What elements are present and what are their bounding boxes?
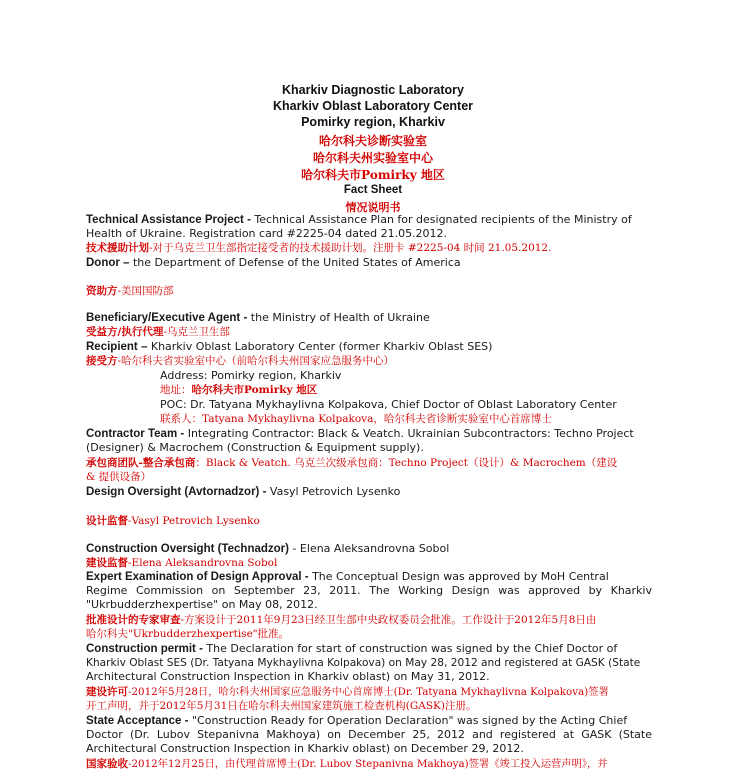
recipient-label: Recipient –: [86, 341, 148, 353]
expert-label: Expert Examination of Design Approval -: [86, 571, 309, 583]
header-center-name-cn: 哈尔科夫州实验室中心: [312, 151, 433, 165]
expert-line-2: [86, 584, 652, 598]
acceptance-text-2: Doctor (Dr. Lubov Stepanivna Makhoya) on December 25, 2012 and registered at GASK (State: [86, 728, 652, 741]
recipient-poc-cn: 联系人：Tatyana Mykhaylivna Kolpakova，哈尔科夫省诊断实验室中心首席博士: [160, 413, 552, 425]
acceptance-cn-line-1: [86, 757, 608, 771]
contractor-line-1: [86, 427, 634, 441]
contractor-cn-label: 承包商团队-整合承包商: [86, 457, 196, 469]
permit-cn-line-2: 开工声明，并于2012年5月31日在哈尔科夫州国家建筑施工检查机构(GASK)注册。: [86, 700, 477, 712]
design-oversight-cn-label: 设计监督: [86, 515, 128, 527]
acceptance-line-3: Architectural Construction Inspection in Kharkiv oblast) on December 29, 2012.: [86, 742, 524, 755]
design-oversight-text: Vasyl Petrovich Lysenko: [266, 485, 401, 498]
header-location: Pomirky region, Kharkiv: [301, 115, 445, 129]
donor-cn-label: 资助方: [86, 285, 118, 297]
acceptance-line-2: [86, 728, 652, 742]
contractor-line-2: (Designer) & Macrochem (Construction & Equipment supply).: [86, 441, 424, 454]
expert-line-1: [86, 570, 609, 584]
beneficiary-cn-line: [86, 325, 230, 339]
acceptance-cn-text-1: -2012年12月25日，由代理首席博士(Dr. Lubov Stepanivna Makhoya)签署《竣工投入运营声明》，并: [128, 758, 608, 770]
design-oversight-label: Design Oversight (Avtornadzor) -: [86, 486, 267, 498]
permit-cn-text-1: -2012年5月28日，哈尔科夫州国家应急服务中心首席博士(Dr. Tatyana Mykhaylivna Kolpakova)签署: [128, 686, 609, 698]
donor-text: the Department of Defense of the United States of America: [129, 256, 461, 269]
permit-cn-label: 建设许可: [86, 686, 128, 698]
tap-text-1: Technical Assistance Plan for designated recipients of the Ministry of: [250, 213, 632, 226]
tap-label: Technical Assistance Project -: [86, 214, 251, 226]
contractor-cn-line-1: [86, 456, 617, 470]
construction-oversight-line: [86, 542, 449, 556]
construction-oversight-cn-text: -Elena Aleksandrovna Sobol: [128, 557, 278, 569]
beneficiary-cn-text: -乌克兰卫生部: [163, 326, 230, 338]
design-oversight-line: [86, 485, 400, 499]
construction-oversight-text: - Elena Aleksandrovna Sobol: [288, 542, 450, 555]
expert-text-1: The Conceptual Design was approved by MoH Central: [308, 570, 609, 583]
recipient-poc: POC: Dr. Tatyana Mykhaylivna Kolpakova, Chief Doctor of Oblast Laboratory Center: [160, 398, 617, 411]
tap-cn-line: [86, 241, 551, 255]
tap-cn-text: -对于乌克兰卫生部指定接受者的技术援助计划。注册卡 #2225-04 时间 21.05.2012.: [149, 242, 552, 254]
recipient-cn-line: [86, 354, 394, 368]
acceptance-line-1: [86, 714, 627, 728]
beneficiary-cn-label: 受益方/执行代理: [86, 326, 164, 338]
recipient-cn-text: -哈尔科夫省实验室中心（前哈尔科夫州国家应急服务中心）: [117, 355, 395, 367]
tap-line-2: Health of Ukraine. Registration card #2225-04 dated 21.05.2012.: [86, 227, 448, 240]
donor-line: [86, 256, 461, 270]
expert-line-3: "Ukrbudderzhexpertise" on May 08, 2012.: [86, 598, 318, 611]
permit-text-1: The Declaration for start of construction was signed by the Chief Doctor of: [202, 642, 618, 655]
contractor-label: Contractor Team -: [86, 428, 185, 440]
construction-oversight-cn-label: 建设监督: [86, 557, 128, 569]
fact-sheet-title: Fact Sheet: [343, 184, 403, 196]
header-lab-name-cn: 哈尔科夫诊断实验室: [318, 134, 427, 148]
contractor-text-1: Integrating Contractor: Black & Veatch. Ukrainian Subcontractors: Techno Project: [184, 427, 634, 440]
expert-cn-line-2: 哈尔科夫"Ukrbudderzhexpertise"批准。: [86, 628, 290, 640]
header-location-cn: 哈尔科夫市Pomirky 地区: [301, 168, 445, 182]
header-lab-name: Kharkiv Diagnostic Laboratory: [282, 83, 464, 97]
expert-cn-label: 批准设计的专家审查: [86, 614, 181, 626]
expert-cn-line-1: [86, 613, 596, 627]
construction-oversight-label: Construction Oversight (Technadzor): [86, 543, 289, 555]
address-cn-label: 地址：: [160, 384, 192, 396]
donor-label: Donor –: [86, 257, 130, 269]
header-center-name: Kharkiv Oblast Laboratory Center: [272, 99, 474, 113]
construction-oversight-cn-line: [86, 556, 277, 570]
recipient-address-cn: [160, 383, 317, 397]
acceptance-label: State Acceptance -: [86, 715, 189, 727]
contractor-cn-line-2: & 提供设备）: [86, 471, 152, 483]
permit-line-2: Kharkiv Oblast SES (Dr. Tatyana Mykhaylivna Kolpakova) on May 28, 2012 and registered at GASK (State: [86, 657, 641, 669]
acceptance-text-1: "Construction Ready for Operation Declaration" was signed by the Acting Chief: [188, 714, 628, 727]
recipient-line: [86, 340, 492, 354]
permit-line-1: [86, 642, 617, 656]
acceptance-cn-label: 国家验收: [86, 758, 128, 770]
donor-cn-text: -美国国防部: [117, 285, 174, 297]
permit-cn-line-1: [86, 685, 609, 699]
recipient-cn-label: 接受方: [86, 355, 118, 367]
address-cn-value: 哈尔科夫市Pomirky 地区: [191, 384, 318, 396]
design-oversight-cn-line: [86, 514, 260, 528]
tap-cn-label: 技术援助计划: [86, 242, 149, 254]
beneficiary-text: the Ministry of Health of Ukraine: [247, 311, 430, 324]
fact-sheet-title-cn: 情况说明书: [345, 201, 401, 214]
beneficiary-line: [86, 311, 430, 325]
expert-text-2: Regime Commission on September 23, 2011. The Working Design was approved by Kharkiv: [86, 584, 652, 597]
permit-line-3: Architectural Construction Inspection in Kharkiv oblast) on May 31, 2012.: [86, 670, 490, 683]
expert-cn-text-1: -方案设计于2011年9月23日经卫生部中央政权委员会批准。工作设计于2012年5月8日由: [180, 614, 597, 626]
beneficiary-label: Beneficiary/Executive Agent -: [86, 312, 248, 324]
design-oversight-cn-text: -Vasyl Petrovich Lysenko: [128, 515, 260, 527]
tap-line-1: [86, 213, 632, 227]
permit-label: Construction permit -: [86, 643, 203, 655]
contractor-cn-text-1: ：Black & Veatch. 乌克兰次级承包商：Techno Project（设计）& Macrochem（建设: [195, 457, 618, 469]
recipient-text: Kharkiv Oblast Laboratory Center (former Kharkiv Oblast SES): [147, 340, 493, 353]
donor-cn-line: [86, 284, 174, 298]
recipient-address: Address: Pomirky region, Kharkiv: [160, 369, 342, 382]
